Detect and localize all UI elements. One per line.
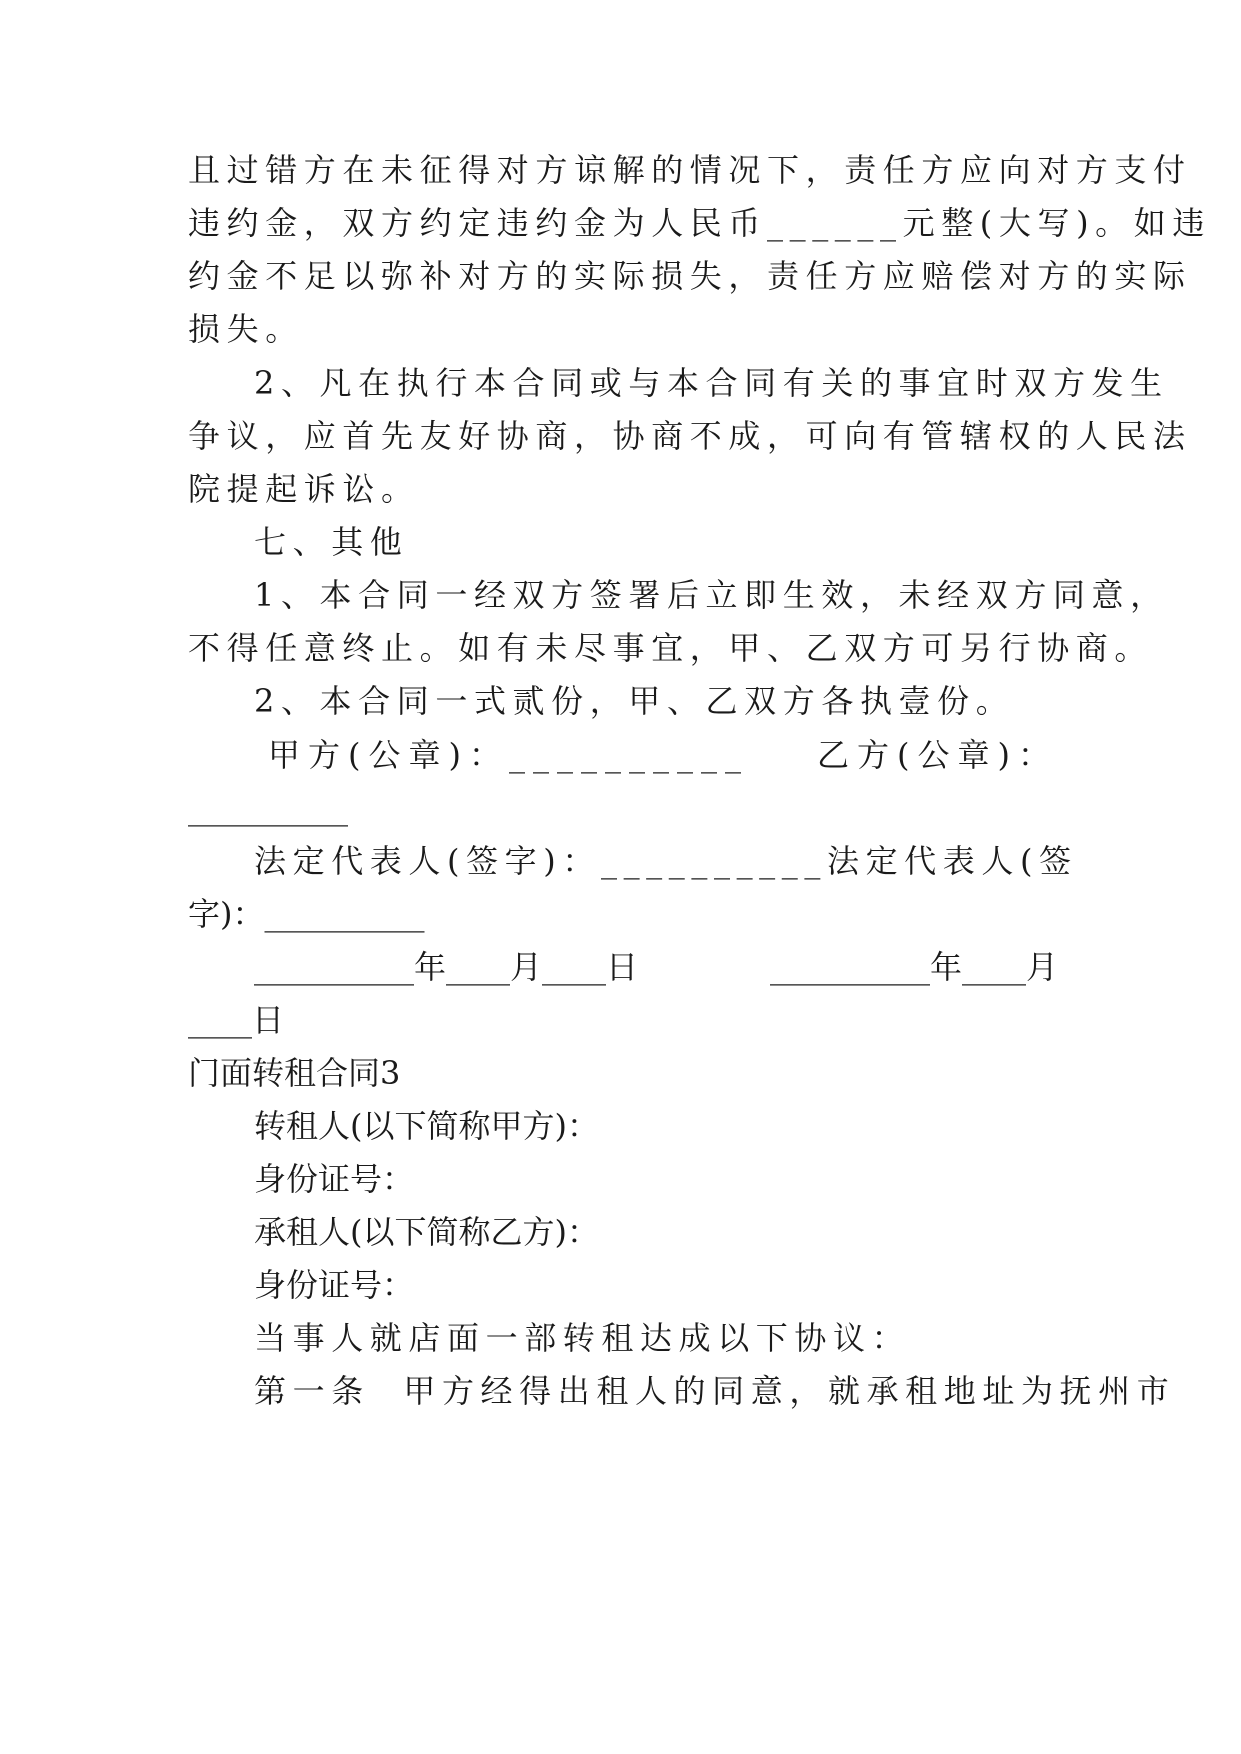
text-line: 承租人(以下简称乙方)： bbox=[254, 1213, 599, 1251]
party-a-seal: 甲方(公章)：__________ bbox=[268, 736, 749, 774]
text-line: 当事人就店面一部转租达成以下协议： bbox=[254, 1319, 911, 1357]
section-heading: 七、其他 bbox=[254, 523, 409, 561]
text-line: 约金不足以弥补对方的实际损失，责任方应赔偿对方的实际 bbox=[188, 257, 1192, 295]
party-a-date: __________年____月____日 bbox=[254, 948, 639, 986]
text-line: 争议，应首先友好协商，协商不成，可向有管辖权的人民法 bbox=[188, 417, 1192, 455]
text-line: 转租人(以下简称甲方)： bbox=[254, 1107, 599, 1145]
text-line: 损失。 bbox=[188, 310, 304, 348]
representative-line bbox=[254, 841, 1078, 881]
party-b-representative: 法定代表人(签 bbox=[826, 842, 1078, 880]
date-line bbox=[254, 947, 1058, 987]
party-a-representative: 法定代表人(签字)：__________ bbox=[254, 842, 827, 880]
text-line: 院提起诉讼。 bbox=[188, 470, 420, 508]
text-line: 字)：__________ bbox=[188, 895, 425, 933]
text-line: __________ bbox=[188, 789, 348, 827]
text-line: 2、凡在执行本合同或与本合同有关的事宜时双方发生 bbox=[254, 364, 1169, 402]
text-line: 2、本合同一式贰份，甲、乙双方各执壹份。 bbox=[254, 682, 1015, 720]
text-line: 且过错方在未征得对方谅解的情况下，责任方应向对方支付 bbox=[188, 151, 1192, 189]
text-line: ____日 bbox=[188, 1001, 285, 1039]
text-line: 身份证号： bbox=[254, 1160, 415, 1198]
party-b-seal: 乙方(公章)： bbox=[817, 736, 1058, 774]
text-line: 第一条 甲方经得出租人的同意，就承租地址为抚州市 bbox=[254, 1372, 1176, 1410]
text-line: 不得任意终止。如有未尽事宜，甲、乙双方可另行协商。 bbox=[188, 629, 1154, 667]
contract-title: 门面转租合同3 bbox=[188, 1054, 401, 1092]
seal-line bbox=[268, 735, 1058, 775]
text-line: 违约金，双方约定违约金为人民币______元整(大写)。如违 bbox=[188, 204, 1211, 242]
text-line: 身份证号： bbox=[254, 1266, 415, 1304]
party-b-date: __________年____月 bbox=[769, 948, 1058, 986]
text-line: 1、本合同一经双方签署后立即生效，未经双方同意， bbox=[254, 576, 1169, 614]
